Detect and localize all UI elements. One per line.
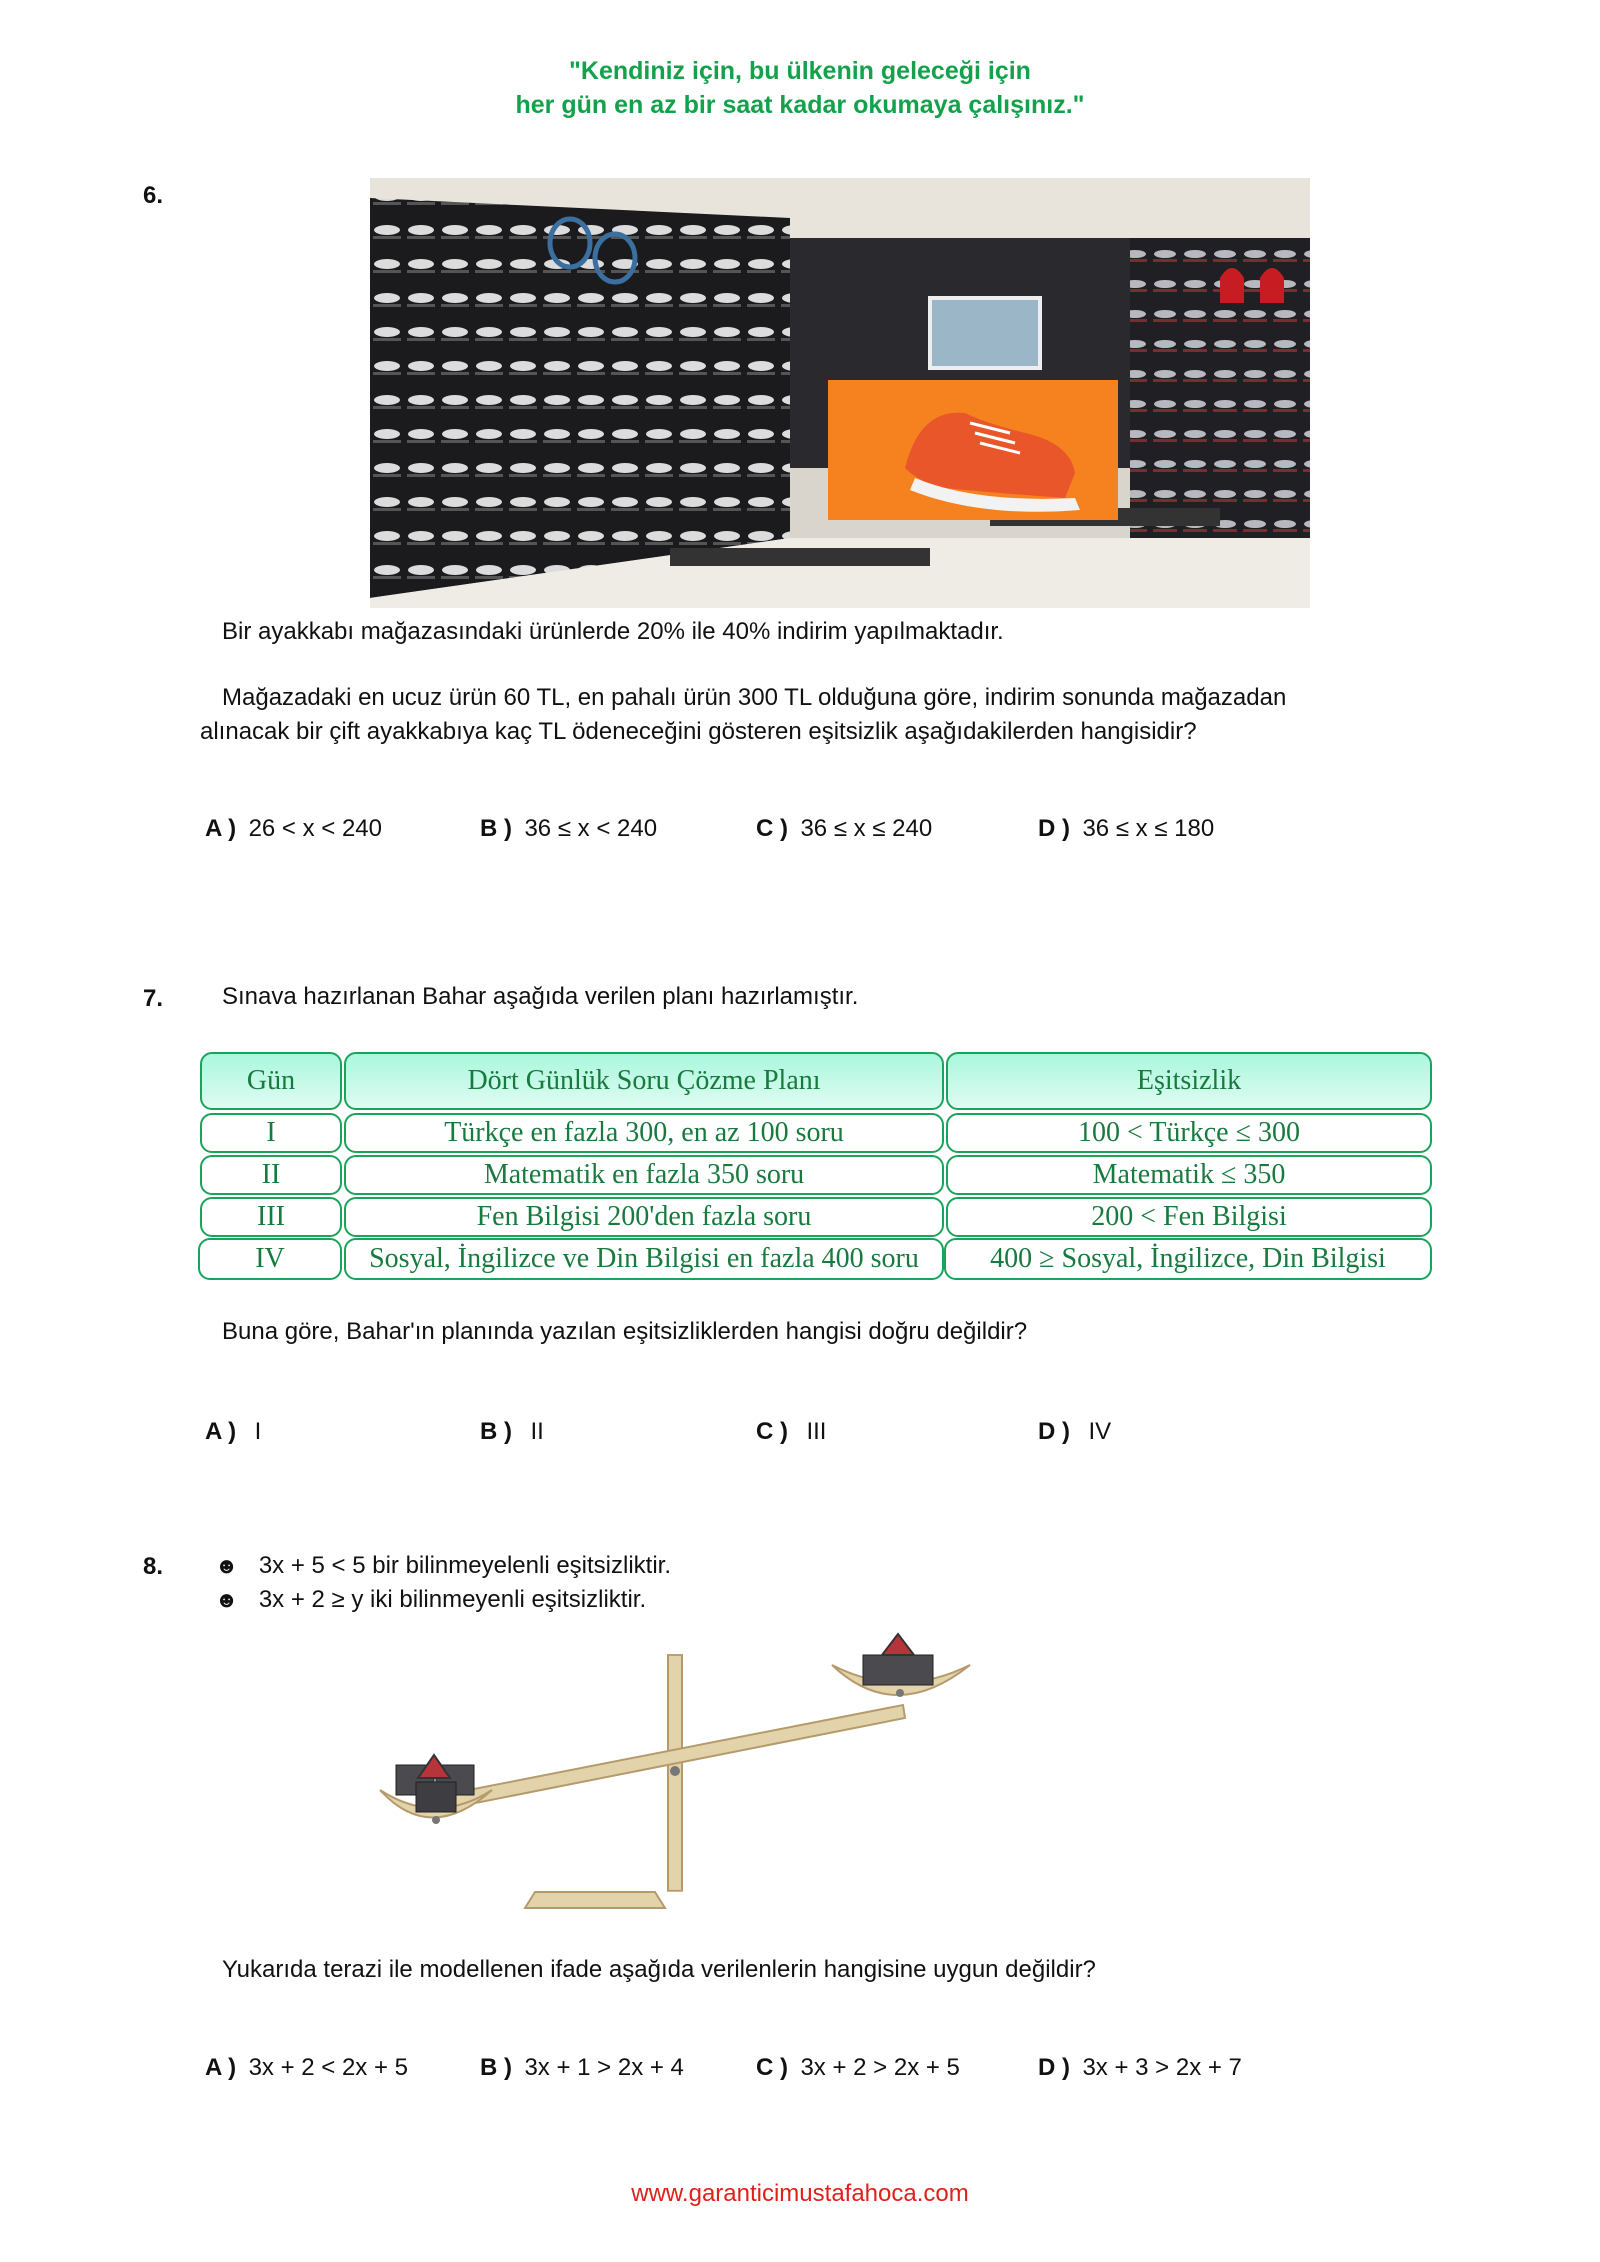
q8-option-c[interactable] — [756, 2054, 960, 2082]
q8-option-a[interactable] — [205, 2054, 408, 2082]
q6-question-line-1: Mağazadaki en ucuz ürün 60 TL, en pahalı ürün 300 TL olduğuna göre, indirim sonunda mağazadan — [222, 684, 1287, 711]
bullet-text: 3x + 2 ≥ y iki bilinmeyenli eşitsizliktir. — [258, 1586, 647, 1613]
option-letter: A ) — [205, 815, 237, 842]
q6-question-line-2: alınacak bir çift ayakkabıya kaç TL ödeneceğini gösteren eşitsizlik aşağıdakilerden hangisidir? — [200, 718, 1197, 745]
q8-bullet-2 — [215, 1583, 646, 1617]
shoe-store-photo — [370, 178, 1310, 608]
table-cell-day: II — [200, 1155, 342, 1195]
option-value: 36 ≤ x < 240 — [524, 815, 658, 842]
option-value: 36 ≤ x ≤ 180 — [1082, 815, 1215, 842]
option-value: I — [254, 1418, 262, 1445]
option-letter: B ) — [480, 1418, 512, 1445]
q6-option-b[interactable] — [480, 815, 657, 843]
q6-option-d[interactable] — [1038, 815, 1214, 843]
option-value: III — [806, 1418, 827, 1445]
q7-option-b[interactable] — [480, 1418, 544, 1446]
q6-statement: Bir ayakkabı mağazasındaki ürünlerde 20% ile 40% indirim yapılmaktadır. — [222, 618, 1004, 645]
option-letter: A ) — [205, 1418, 237, 1445]
smiley-bullet-icon: ☻ — [215, 1553, 239, 1578]
scale-beam — [428, 1705, 905, 1812]
option-value: 3x + 2 < 2x + 5 — [248, 2054, 409, 2081]
table-cell-day: IV — [198, 1238, 342, 1280]
q7-option-c[interactable] — [756, 1418, 826, 1446]
table-cell-plan: Sosyal, İngilizce ve Din Bilgisi en fazla 400 soru — [344, 1238, 944, 1280]
option-value: 3x + 3 > 2x + 7 — [1082, 2054, 1242, 2081]
option-value: 36 ≤ x ≤ 240 — [800, 815, 933, 842]
shoe-store-image — [370, 178, 1310, 608]
header-line-2: her gün en az bir saat kadar okumaya çalışınız." — [515, 91, 1085, 119]
q6-option-c[interactable] — [756, 815, 932, 843]
footer-website-link[interactable]: www.garanticimustafahoca.com — [631, 2180, 969, 2207]
option-letter: C ) — [756, 815, 788, 842]
smiley-bullet-icon: ☻ — [215, 1587, 239, 1612]
balance-scale-illustration — [370, 1630, 990, 1930]
option-letter: D ) — [1038, 1418, 1070, 1445]
q7-option-d[interactable] — [1038, 1418, 1111, 1446]
table-cell-inequality: Matematik ≤ 350 — [946, 1155, 1432, 1195]
scale-base — [525, 1892, 665, 1908]
question-8-number: 8. — [143, 1553, 164, 1580]
table-cell-inequality: 100 < Türkçe ≤ 300 — [946, 1113, 1432, 1153]
q7-question: Buna göre, Bahar'ın planında yazılan eşitsizliklerden hangisi doğru değildir? — [222, 1318, 1028, 1345]
option-letter: D ) — [1038, 815, 1070, 842]
option-letter: C ) — [756, 2054, 788, 2081]
table-cell-plan: Matematik en fazla 350 soru — [344, 1155, 944, 1195]
option-letter: D ) — [1038, 2054, 1070, 2081]
table-cell-plan: Fen Bilgisi 200'den fazla soru — [344, 1197, 944, 1237]
option-value: 3x + 1 > 2x + 4 — [524, 2054, 684, 2081]
q8-option-b[interactable] — [480, 2054, 684, 2082]
table-cell-day: III — [200, 1197, 342, 1237]
table-cell-inequality: 200 < Fen Bilgisi — [946, 1197, 1432, 1237]
q7-intro: Sınava hazırlanan Bahar aşağıda verilen planı hazırlamıştır. — [222, 983, 859, 1010]
table-cell-day: I — [200, 1113, 342, 1153]
option-letter: B ) — [480, 2054, 512, 2081]
header-line-1: "Kendiniz için, bu ülkenin geleceği için — [569, 57, 1031, 85]
q8-question: Yukarıda terazi ile modellenen ifade aşağıda verilenlerin hangisine uygun değildir? — [222, 1956, 1096, 1983]
question-7-number: 7. — [143, 985, 164, 1012]
table-cell-plan: Türkçe en fazla 300, en az 100 soru — [344, 1113, 944, 1153]
q8-option-d[interactable] — [1038, 2054, 1242, 2082]
option-letter: B ) — [480, 815, 512, 842]
question-6-number: 6. — [143, 182, 164, 209]
option-value: 3x + 2 > 2x + 5 — [800, 2054, 960, 2081]
option-value: 26 < x < 240 — [248, 815, 383, 842]
q8-bullet-1 — [215, 1549, 671, 1583]
table-header-inequality: Eşitsizlik — [946, 1052, 1432, 1110]
right-triangle — [882, 1634, 914, 1655]
option-letter: A ) — [205, 2054, 237, 2081]
balance-scale-icon — [370, 1630, 990, 1930]
bullet-text: 3x + 5 < 5 bir bilinmeyelenli eşitsizliktir. — [258, 1552, 671, 1579]
table-cell-inequality: 400 ≥ Sosyal, İngilizce, Din Bilgisi — [944, 1238, 1432, 1280]
scale-pivot — [670, 1766, 680, 1776]
q7-option-a[interactable] — [205, 1418, 261, 1446]
left-block-3 — [416, 1782, 456, 1812]
option-value: II — [530, 1418, 544, 1445]
option-letter: C ) — [756, 1418, 788, 1445]
q6-option-a[interactable] — [205, 815, 382, 843]
header-quote — [0, 54, 1600, 122]
option-value: IV — [1088, 1418, 1112, 1445]
table-header-plan: Dört Günlük Soru Çözme Planı — [344, 1052, 944, 1110]
right-block — [863, 1655, 933, 1685]
table-header-day: Gün — [200, 1052, 342, 1110]
